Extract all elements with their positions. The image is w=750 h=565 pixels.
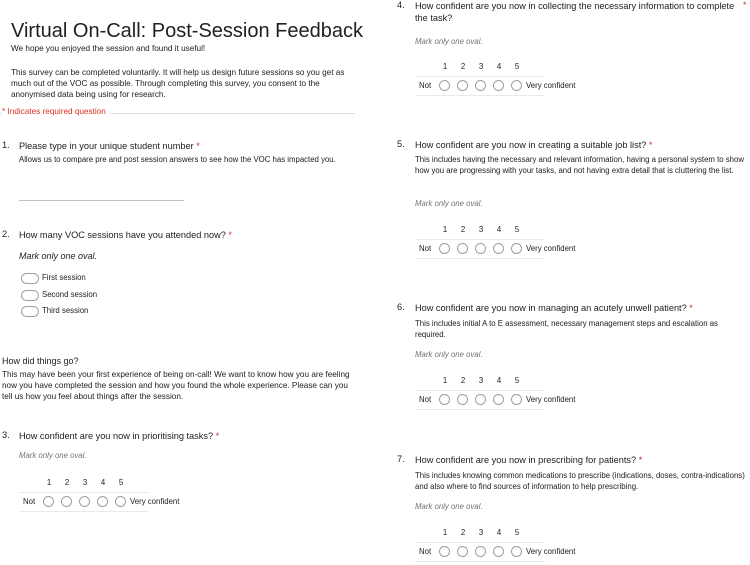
radio-oval[interactable] (21, 290, 39, 301)
q5-text: How confident are you now in creating a suitable job list? (415, 140, 647, 150)
scale-radio-4[interactable] (493, 546, 504, 557)
section-description: This may have been your first experience of being on-call! We want to know how you are feeling now you have completed the session and how you found the whole experience. Please can you tell us how you feel about things after the session. (2, 370, 350, 401)
scale-number: 5 (514, 376, 520, 385)
q2-text: How many VOC sessions have you attended now? (19, 230, 226, 240)
scale-radio-4[interactable] (493, 80, 504, 91)
q7-text: How confident are you now in prescribing for patients? (415, 455, 637, 465)
q6-description: This includes initial A to E assessment, necessary management steps and escalation as required. (415, 319, 718, 339)
q7-description: This includes knowing common medications to prescribe (indications, doses, contra-indications) and also where to find sources of information to help prescribing. (415, 471, 745, 491)
q7-number: 7. (397, 454, 405, 464)
option-label: Second session (42, 290, 98, 299)
q1-number: 1. (2, 140, 10, 150)
q5-mark-note: Mark only one oval. (415, 199, 483, 208)
q1-description: Allows us to compare pre and post session answers to see how the VOC has impacted you. (19, 155, 336, 164)
scale-number: 5 (514, 62, 520, 71)
q7-mark-note: Mark only one oval. (415, 502, 483, 511)
scale-number: 1 (442, 62, 448, 71)
scale-radio-2[interactable] (457, 243, 468, 254)
scale-number: 1 (442, 376, 448, 385)
scale-number: 5 (118, 478, 124, 487)
q5-description: This includes having the necessary and relevant information, having a personal system to show how you are progressing with your tasks, and not having extra detail that is cluttering the list. (415, 155, 744, 175)
q3-question (19, 430, 339, 442)
scale-radio-5[interactable] (115, 496, 126, 507)
scale-number: 4 (496, 62, 502, 71)
required-star: * (648, 140, 653, 150)
scale-radio-1[interactable] (439, 546, 450, 557)
q2-question (19, 229, 339, 241)
q4-scale (415, 62, 576, 96)
q3-scale (19, 478, 180, 512)
scale-number: 3 (478, 62, 484, 71)
scale-radio-5[interactable] (511, 243, 522, 254)
q2-number: 2. (2, 229, 10, 239)
q5-scale (415, 225, 576, 259)
scale-row (415, 76, 576, 96)
scale-number: 3 (82, 478, 88, 487)
scale-row (19, 492, 180, 512)
scale-radio-5[interactable] (511, 80, 522, 91)
scale-radio-1[interactable] (439, 394, 450, 405)
scale-radio-2[interactable] (61, 496, 72, 507)
required-star: * (228, 230, 232, 240)
q4-mark-note: Mark only one oval. (415, 37, 483, 46)
q2-mark-note: Mark only one oval. (19, 251, 98, 261)
form-title: Virtual On-Call: Post-Session Feedback (11, 20, 364, 42)
option-label: Third session (42, 306, 89, 315)
scale-low-label: Not (419, 395, 432, 404)
scale-high-label: Very confident (526, 81, 576, 90)
q6-text: How confident are you now in managing an acutely unwell patient? (415, 303, 687, 313)
scale-number: 5 (514, 225, 520, 234)
scale-row (415, 542, 576, 562)
scale-number: 2 (64, 478, 70, 487)
scale-number: 1 (46, 478, 52, 487)
q4-number: 4. (397, 0, 405, 10)
scale-radio-3[interactable] (475, 243, 486, 254)
student-number-input[interactable] (19, 200, 184, 201)
q3-text: How confident are you now in prioritising tasks? (19, 431, 214, 441)
scale-radio-4[interactable] (493, 243, 504, 254)
scale-high-label: Very confident (526, 547, 576, 556)
q3-number: 3. (2, 430, 10, 440)
scale-number: 4 (496, 376, 502, 385)
scale-radio-2[interactable] (457, 80, 468, 91)
scale-radio-2[interactable] (457, 394, 468, 405)
scale-number: 4 (100, 478, 106, 487)
scale-radio-3[interactable] (475, 394, 486, 405)
q7-scale (415, 528, 576, 562)
scale-radio-3[interactable] (475, 80, 486, 91)
form-intro: This survey can be completed voluntarily. It will help us design future sessions so you get as much out of the VOC as possible. Through completing this survey, you consent to the anonymised data being using for research. (11, 68, 345, 99)
scale-number: 2 (460, 62, 466, 71)
required-star: * (215, 431, 220, 441)
scale-low-label: Not (419, 244, 432, 253)
q1-text: Please type in your unique student number (19, 141, 194, 151)
scale-number: 3 (478, 225, 484, 234)
scale-radio-1[interactable] (439, 80, 450, 91)
scale-low-label: Not (419, 547, 432, 556)
scale-number: 2 (460, 225, 466, 234)
scale-number: 4 (496, 225, 502, 234)
scale-number: 2 (460, 376, 466, 385)
radio-oval[interactable] (21, 273, 39, 284)
scale-radio-1[interactable] (439, 243, 450, 254)
scale-number: 3 (478, 528, 484, 537)
scale-radio-3[interactable] (475, 546, 486, 557)
q3-mark-note: Mark only one oval. (19, 451, 87, 460)
scale-radio-2[interactable] (457, 546, 468, 557)
scale-radio-3[interactable] (79, 496, 90, 507)
scale-radio-1[interactable] (43, 496, 54, 507)
scale-low-label: Not (419, 81, 432, 90)
q6-mark-note: Mark only one oval. (415, 350, 483, 359)
q4-question: How confident are you now in collecting the necessary information to complete the task? (415, 1, 735, 23)
scale-high-label: Very confident (526, 395, 576, 404)
scale-number: 3 (478, 376, 484, 385)
scale-number: 2 (460, 528, 466, 537)
scale-row (415, 239, 576, 259)
q1-question (19, 140, 339, 152)
scale-number: 1 (442, 528, 448, 537)
required-star: * (689, 303, 693, 313)
form-subtitle: We hope you enjoyed the session and found it useful! (11, 44, 206, 53)
q7-question (415, 454, 740, 466)
required-star: * (196, 141, 200, 151)
q5-question (415, 139, 740, 151)
scale-number: 1 (442, 225, 448, 234)
required-note: * Indicates required question (2, 107, 110, 116)
scale-row (415, 390, 576, 410)
q6-question (415, 302, 740, 314)
section-title: How did things go? (2, 356, 79, 366)
option-label: First session (42, 273, 86, 282)
scale-radio-4[interactable] (493, 394, 504, 405)
scale-radio-5[interactable] (511, 546, 522, 557)
q6-number: 6. (397, 302, 405, 312)
scale-number: 4 (496, 528, 502, 537)
scale-number: 5 (514, 528, 520, 537)
scale-high-label: Very confident (130, 497, 180, 506)
required-star: * (743, 0, 747, 10)
q6-scale (415, 376, 576, 410)
scale-radio-4[interactable] (97, 496, 108, 507)
scale-low-label: Not (23, 497, 36, 506)
radio-oval[interactable] (21, 306, 39, 317)
required-star: * (638, 455, 643, 465)
scale-high-label: Very confident (526, 244, 576, 253)
q5-number: 5. (397, 139, 405, 149)
scale-radio-5[interactable] (511, 394, 522, 405)
